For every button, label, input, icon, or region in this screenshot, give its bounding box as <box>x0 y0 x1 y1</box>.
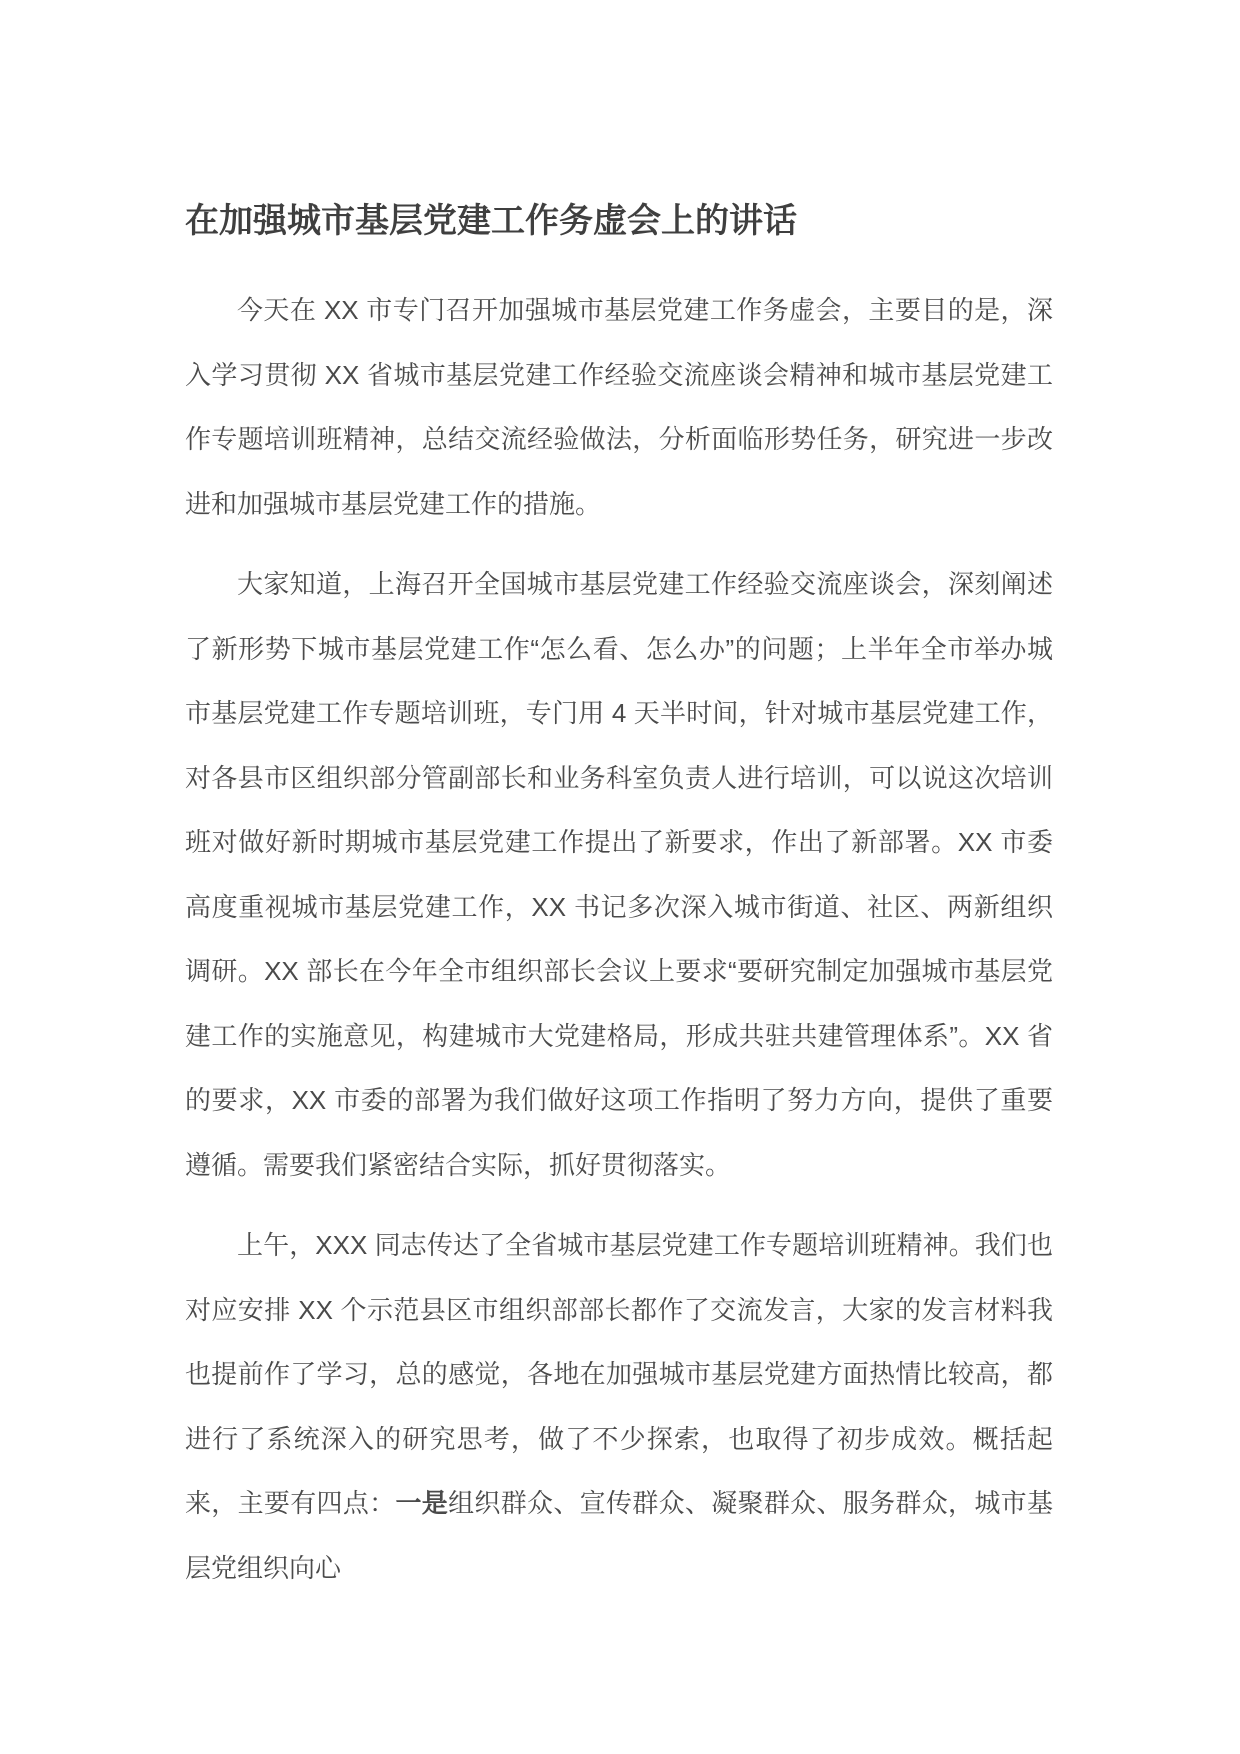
paragraph-intro <box>185 278 1053 536</box>
paragraph-summary-bold-marker: 一是 <box>395 1488 449 1518</box>
paragraph-intro-text: 今天在 XX 市专门召开加强城市基层党建工作务虚会，主要目的是，深入学习贯彻 XX 省城市基层党建工作经验交流座谈会精神和城市基层党建工作专题培训班精神，总结交流经验做法，分析面临形势任务，研究进一步改进和加强城市基层党建工作的措施。 <box>185 295 1053 519</box>
document-title: 在加强城市基层党建工作务虚会上的讲话 <box>185 202 797 240</box>
paragraph-summary-lead-text: 上午，XXX 同志传达了全省城市基层党建工作专题培训班精神。我们也对应安排 XX 个示范县区市组织部部长都作了交流发言，大家的发言材料我也提前作了学习，总的感觉，各地在加强城市基层党建方面热情比较高，都进行了系统深入的研究思考，做了不少探索，也取得了初步成效。概括起来，主要有四点： <box>185 1230 1053 1518</box>
paragraph-background <box>185 552 1053 1197</box>
paragraph-summary-tail-text: 组织群众、宣传群众、凝聚群众、服务群众，城市基层党组织向心 <box>185 1488 1053 1583</box>
paragraph-summary <box>185 1213 1053 1600</box>
paragraph-background-text: 大家知道，上海召开全国城市基层党建工作经验交流座谈会，深刻阐述了新形势下城市基层党建工作“怎么看、怎么办”的问题；上半年全市举办城市基层党建工作专题培训班，专门用 4 天半时间，针对城市基层党建工作，对各县市区组织部分管副部长和业务科室负责人进行培训，可以说这次培训班对做好新时期城市基层党建工作提出了新要求，作出了新部署。XX 市委高度重视城市基层党建工作，XX 书记多次深入城市街道、社区、两新组织调研。XX 部长在今年全市组织部长会议上要求“要研究制定加强城市基层党建工作的实施意见，构建城市大党建格局，形成共驻共建管理体系”。XX 省的要求，XX 市委的部署为我们做好这项工作指明了努力方向，提供了重要遵循。需要我们紧密结合实际，抓好贯彻落实。 <box>185 569 1053 1180</box>
